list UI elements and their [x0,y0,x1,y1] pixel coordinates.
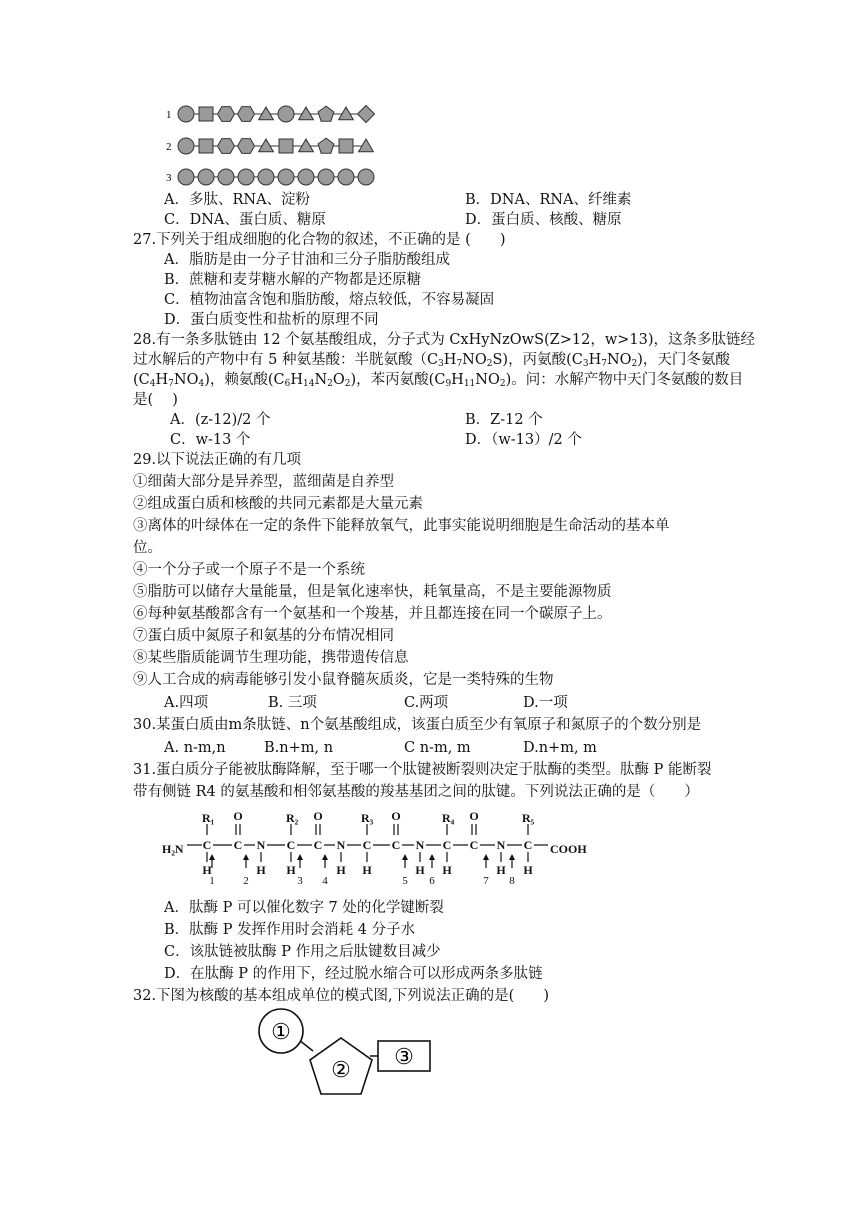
phosphate-label: ① [271,1019,291,1044]
r-group-1: R₁ [202,811,215,825]
q31-stem-line-1: 31.蛋白质分子能被肽酶降解，至于哪一个肽键被断裂则决定于肽酶的类型。肽酶 P 能断裂 [133,762,712,778]
nucleotide-figure [255,1005,445,1100]
carbon-atom: C [362,838,372,852]
bond-number-7: 7 [483,875,489,887]
peptide-chain-figure [160,808,600,892]
carbon-atom: C [469,838,479,852]
q29-item-1: ①细菌大部分是异养型，蓝细菌是自养型 [133,474,394,490]
nitrogen-atom: N [496,838,506,852]
bond-number-1: 1 [209,875,215,887]
q28-option-d: D．（w-13）/2 个 [465,432,582,448]
q26-option-c: C．DNA、蛋白质、糖原 [164,212,326,228]
triangle-monomer [299,107,314,120]
shape-row-label: 3 [166,172,172,184]
hydrogen-atom: H [336,863,346,877]
q28-stem-line-1: 28.有一条多肽链由 12 个氨基酸组成，分子式为 CxHyNzOwS(Z>12，w>13)，这条多肽链经 [133,332,756,348]
nitrogen-atom: N [336,838,346,852]
q29-option-b: B. 三项 [268,695,317,711]
q28-option-b: B．Z-12 个 [465,412,543,428]
q31-option-a: A．肽酶 P 可以催化数字 7 处的化学键断裂 [164,900,444,916]
arrow-head [402,854,408,860]
bond-number-2: 2 [243,875,249,887]
q26-option-d: D．蛋白质、核酸、糖原 [465,212,622,228]
circle-monomer [258,169,274,185]
hexagon-monomer [218,139,235,154]
q27-option-d: D．蛋白质变性和盐析的原理不同 [164,312,379,328]
q27-stem: 27.下列关于组成细胞的化合物的叙述，不正确的是 ( ) [133,232,506,248]
arrow-head [297,854,303,860]
oxygen-atom: O [469,809,479,823]
hexagon-monomer [238,139,255,154]
square-monomer [199,107,213,121]
carbon-atom: C [523,838,533,852]
q29-item-7: ⑦蛋白质中氮原子和氨基的分布情况相同 [133,628,394,644]
q29-item-5: ⑤脂肪可以储存大量能量，但是氧化速率快，耗氧量高，不是主要能源物质 [133,584,612,600]
q27-option-b: B．蔗糖和麦芽糖水解的产物都是还原糖 [164,272,422,288]
q31-stem-line-2: 带有侧链 R4 的氨基酸和相邻氨基酸的羧基基团之间的肽键。下列说法正确的是（ ） [133,784,699,800]
arrow-head [483,854,489,860]
n-terminus-label: H₂N [162,842,184,856]
circle-monomer [358,169,374,185]
pentagon-monomer [318,138,334,153]
carbon-atom: C [233,838,243,852]
q30-option-c: C n-m, m [404,740,471,756]
q29-item-8: ⑧某些脂质能调节生理功能，携带遗传信息 [133,650,409,666]
q31-option-b: B．肽酶 P 发挥作用时会消耗 4 分子水 [164,922,416,938]
carbon-atom: C [391,838,401,852]
q29-item-4: ④一个分子或一个原子不是一个系统 [133,562,365,578]
q29-option-d: D.一项 [523,695,568,711]
carbon-atom: C [442,838,452,852]
nitrogen-atom: N [256,838,266,852]
q28-stem-line-4: 是( ) [133,392,178,408]
square-monomer [199,139,213,153]
carbon-atom: C [313,838,323,852]
r-group-5: R₅ [522,811,535,825]
q29-stem: 29.以下说法正确的有几项 [133,452,302,468]
bond-number-3: 3 [297,875,303,887]
q31-option-c: C．该肽链被肽酶 P 作用之后肽键数目减少 [164,944,441,960]
hexagon-monomer [218,107,235,122]
arrow-head [429,854,435,860]
q30-option-d: D.n+m, m [523,740,597,756]
oxygen-atom: O [313,809,323,823]
bond-number-6: 6 [429,875,435,887]
triangle-monomer [259,107,274,120]
q27-option-a: A．脂肪是由一分子甘油和三分子脂肪酸组成 [164,252,450,268]
q32-stem: 32.下图为核酸的基本组成单位的模式图,下列说法正确的是( ) [133,988,549,1004]
hydrogen-atom: H [286,863,296,877]
pentagon-monomer [318,106,334,121]
carbon-atom: C [286,838,296,852]
triangle-monomer [359,139,374,152]
r-group-4: R₄ [442,811,455,825]
q26-option-a: A．多肽、RNA、淀粉 [164,192,311,208]
diamond-monomer [358,106,375,123]
q28-option-a: A．(z-12)/2 个 [170,412,271,428]
hydrogen-atom: H [202,863,212,877]
circle-monomer [298,169,314,185]
monomer-shapes-figure [160,100,390,190]
q30-option-a: A. n-m,n [164,740,226,756]
triangle-monomer [299,139,314,152]
hydrogen-atom: H [523,863,533,877]
bond-number-5: 5 [402,875,408,887]
base-label: ③ [394,1044,414,1069]
q28-option-c: C．w-13 个 [170,432,251,448]
circle-monomer [178,169,194,185]
q28-stem-line-3: $(C_4H_7NO_4)$，赖氨酸$(C_6H_{14}N_2O_2)$，苯丙氨酸$(C_9H_{11}NO_2)$。问：水解产物中天门冬氨酸的数目 [133,372,744,389]
triangle-monomer [339,107,354,120]
hydrogen-atom: H [442,863,452,877]
q27-option-c: C．植物油富含饱和脂肪酸，熔点较低，不容易凝固 [164,292,495,308]
circle-monomer [218,169,234,185]
q26-option-b: B．DNA、RNA、纤维素 [465,192,632,208]
circle-monomer [338,169,354,185]
q30-option-b: B.n+m, n [264,740,334,756]
bond-number-8: 8 [509,875,515,887]
arrow-head [509,854,515,860]
r-group-3: R₃ [361,811,374,825]
q29-item-9: ⑨人工合成的病毒能够引发小鼠脊髓灰质炎，它是一类特殊的生物 [133,672,554,688]
hexagon-monomer [238,107,255,122]
hydrogen-atom: H [496,863,506,877]
q29-option-c: C.两项 [404,695,449,711]
oxygen-atom: O [391,809,401,823]
circle-monomer [178,138,194,154]
pentose-label: ② [331,1057,351,1082]
q29-item-6: ⑥每种氨基酸都含有一个氨基和一个羧基，并且都连接在同一个碳原子上。 [133,606,612,622]
hydrogen-atom: H [256,863,266,877]
square-monomer [279,139,293,153]
arrow-head [209,854,215,860]
hydrogen-atom: H [362,863,372,877]
hydrogen-atom: H [415,863,425,877]
q29-item-2: ②组成蛋白质和核酸的共同元素都是大量元素 [133,496,423,512]
shape-row-label: 1 [166,109,172,121]
q28-stem-line-2: 过水解后的产物中有 5 种氨基酸：半胱氨酸$(C_3H_7NO_2S)$，丙氨酸$(C_3H_7NO_2)$，天门冬氨酸 [133,352,730,369]
q29-item-3: ③离体的叶绿体在一定的条件下能释放氧气，此事实能说明细胞是生命活动的基本单 [133,518,670,534]
shape-row-label: 2 [166,141,172,153]
circle-monomer [278,169,294,185]
arrow-head [322,854,328,860]
r-group-2: R₂ [286,811,299,825]
nitrogen-atom: N [415,838,425,852]
q29-option-a: A.四项 [164,695,209,711]
circle-monomer [278,106,294,122]
q30-stem: 30.某蛋白质由m条肽链、n个氨基酸组成，该蛋白质至少有氧原子和氮原子的个数分别是 [133,717,702,733]
circle-monomer [198,169,214,185]
carbon-atom: C [202,838,212,852]
oxygen-atom: O [233,809,243,823]
bond-number-4: 4 [322,875,328,887]
square-monomer [339,139,353,153]
q29-item-3-cont: 位。 [133,540,162,556]
q31-option-d: D．在肽酶 P 的作用下，经过脱水缩合可以形成两条多肽链 [164,966,543,982]
arrow-head [243,854,249,860]
c-terminus-label: COOH [550,842,587,856]
triangle-monomer [259,139,274,152]
circle-monomer [238,169,254,185]
circle-monomer [178,106,194,122]
circle-monomer [318,169,334,185]
